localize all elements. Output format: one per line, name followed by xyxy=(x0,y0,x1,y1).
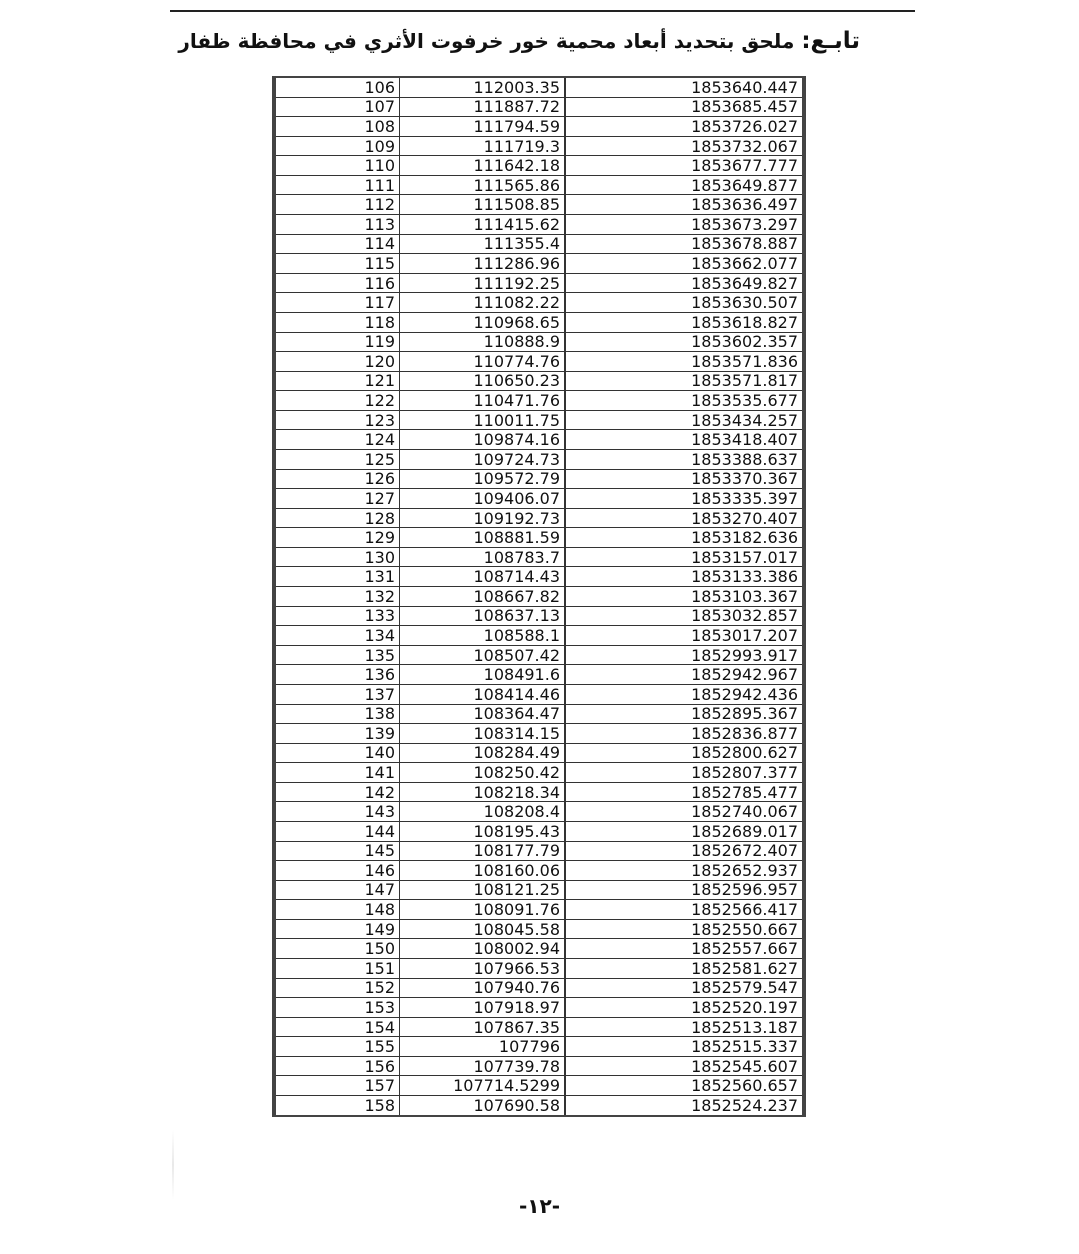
table-row xyxy=(276,508,802,528)
y-coordinate-cell: 1852524.237 xyxy=(691,1095,798,1115)
y-coordinate-cell: 1853370.367 xyxy=(565,469,802,489)
table-row xyxy=(276,97,802,117)
y-coordinate-cell: 1852557.667 xyxy=(565,939,802,959)
y-coordinate-cell: 1853678.887 xyxy=(565,234,802,254)
x-coordinate-cell: 111719.3 xyxy=(400,136,566,156)
header-rule xyxy=(170,10,915,12)
point-number-cell: 106 xyxy=(276,78,400,97)
y-coordinate-cell: 1852545.607 xyxy=(565,1056,802,1076)
point-number-cell: 122 xyxy=(276,391,400,411)
table-row xyxy=(276,1096,802,1115)
page-title xyxy=(170,28,860,54)
y-coordinate-cell: 1853618.827 xyxy=(565,312,802,332)
table-row xyxy=(276,254,802,274)
x-coordinate-cell: 108177.79 xyxy=(400,841,566,861)
table-row xyxy=(276,763,802,783)
table-row xyxy=(276,312,802,332)
table-row xyxy=(276,1017,802,1037)
point-number-cell: 123 xyxy=(276,410,400,430)
y-coordinate-cell: 1852689.017 xyxy=(565,821,802,841)
x-coordinate-cell: 109874.16 xyxy=(400,430,566,450)
x-coordinate-cell: 108195.43 xyxy=(400,821,566,841)
x-coordinate-cell: 109724.73 xyxy=(400,449,566,469)
title-lead: تابـع: xyxy=(801,28,860,54)
point-number-cell: 120 xyxy=(276,352,400,372)
y-coordinate-cell: 1853103.367 xyxy=(565,587,802,607)
point-number-cell: 108 xyxy=(276,117,400,137)
table-row xyxy=(276,900,802,920)
table-row xyxy=(276,391,802,411)
y-coordinate-cell: 1853270.407 xyxy=(565,508,802,528)
x-coordinate-cell: 108002.94 xyxy=(400,939,566,959)
y-coordinate-cell: 1853434.257 xyxy=(565,410,802,430)
y-coordinate-cell: 1853157.017 xyxy=(565,547,802,567)
x-coordinate-cell: 108414.46 xyxy=(400,684,566,704)
point-number-cell: 147 xyxy=(276,880,400,900)
y-coordinate-cell: 1852566.417 xyxy=(565,900,802,920)
y-coordinate-cell: 1852993.917 xyxy=(565,645,802,665)
point-number-cell: 121 xyxy=(276,371,400,391)
x-coordinate-cell: 110774.76 xyxy=(400,352,566,372)
table-row xyxy=(276,175,802,195)
table-row xyxy=(276,293,802,313)
table-row xyxy=(276,959,802,979)
point-number-cell: 135 xyxy=(276,645,400,665)
point-number-cell: 153 xyxy=(276,998,400,1018)
point-number-cell: 117 xyxy=(276,293,400,313)
point-number-cell: 148 xyxy=(276,900,400,920)
point-number-cell: 142 xyxy=(276,782,400,802)
x-coordinate-cell: 110968.65 xyxy=(400,312,566,332)
table-row xyxy=(276,861,802,881)
x-coordinate-cell: 108208.4 xyxy=(400,802,566,822)
y-coordinate-cell: 1853602.357 xyxy=(565,332,802,352)
table-row xyxy=(276,352,802,372)
page-number: -١٢- xyxy=(518,1194,561,1218)
y-coordinate-cell: 1853335.397 xyxy=(565,489,802,509)
x-coordinate-cell: 108160.06 xyxy=(400,861,566,881)
x-coordinate-cell: 108364.47 xyxy=(400,704,566,724)
point-number-cell: 139 xyxy=(276,724,400,744)
point-number-cell: 119 xyxy=(276,332,400,352)
table-row xyxy=(276,371,802,391)
point-number-cell: 128 xyxy=(276,508,400,528)
point-number-cell: 157 xyxy=(276,1076,400,1096)
y-coordinate-cell: 1852513.187 xyxy=(565,1017,802,1037)
y-coordinate-cell: 1853571.836 xyxy=(565,352,802,372)
point-number-cell: 143 xyxy=(276,802,400,822)
x-coordinate-cell: 108881.59 xyxy=(400,528,566,548)
y-coordinate-cell: 1852895.367 xyxy=(565,704,802,724)
table-row xyxy=(276,489,802,509)
x-coordinate-cell: 108667.82 xyxy=(400,587,566,607)
y-coordinate-cell: 1852550.667 xyxy=(565,919,802,939)
y-coordinate-cell: 1853636.497 xyxy=(565,195,802,215)
x-coordinate-cell: 107966.53 xyxy=(400,959,566,979)
table-row xyxy=(276,273,802,293)
x-coordinate-cell: 110650.23 xyxy=(400,371,566,391)
point-number-cell: 152 xyxy=(276,978,400,998)
x-coordinate-cell: 107867.35 xyxy=(400,1017,566,1037)
y-coordinate-cell: 1852740.067 xyxy=(565,802,802,822)
x-coordinate-cell: 108284.49 xyxy=(400,743,566,763)
y-coordinate-cell: 1853685.457 xyxy=(565,97,802,117)
point-number-cell: 114 xyxy=(276,234,400,254)
y-coordinate-cell: 1853571.817 xyxy=(565,371,802,391)
y-coordinate-cell: 1853032.857 xyxy=(565,606,802,626)
x-coordinate-cell: 108218.34 xyxy=(400,782,566,802)
x-coordinate-cell: 108250.42 xyxy=(400,763,566,783)
point-number-cell: 118 xyxy=(276,312,400,332)
table-row xyxy=(276,821,802,841)
x-coordinate-cell: 111565.86 xyxy=(400,175,566,195)
y-coordinate-cell: 1853640.447 xyxy=(565,78,802,97)
x-coordinate-cell: 110011.75 xyxy=(400,410,566,430)
point-number-cell: 151 xyxy=(276,959,400,979)
point-number-cell: 136 xyxy=(276,665,400,685)
x-coordinate-cell: 108588.1 xyxy=(400,626,566,646)
point-number-cell: 129 xyxy=(276,528,400,548)
y-coordinate-cell: 1852560.657 xyxy=(565,1076,802,1096)
y-coordinate-cell: 1852652.937 xyxy=(565,861,802,881)
table-row xyxy=(276,684,802,704)
x-coordinate-cell: 111415.62 xyxy=(400,215,566,235)
x-coordinate-cell: 109572.79 xyxy=(400,469,566,489)
y-coordinate-cell: 1853662.077 xyxy=(565,254,802,274)
x-coordinate-cell: 108091.76 xyxy=(400,900,566,920)
y-coordinate-cell: 1853418.407 xyxy=(565,430,802,450)
x-coordinate-cell: 111642.18 xyxy=(400,156,566,176)
y-coordinate-cell: 1852672.407 xyxy=(565,841,802,861)
table-row xyxy=(276,547,802,567)
y-coordinate-cell: 1852596.957 xyxy=(565,880,802,900)
x-coordinate-cell: 111508.85 xyxy=(400,195,566,215)
point-number-cell: 155 xyxy=(276,1037,400,1057)
point-number-cell: 107 xyxy=(276,97,400,117)
table-row xyxy=(276,724,802,744)
table-row xyxy=(276,1037,802,1057)
point-number-cell: 133 xyxy=(276,606,400,626)
point-number-cell: 132 xyxy=(276,587,400,607)
table-row xyxy=(276,78,802,97)
table-row xyxy=(276,449,802,469)
point-number-cell: 137 xyxy=(276,684,400,704)
table-row xyxy=(276,665,802,685)
x-coordinate-cell: 110888.9 xyxy=(400,332,566,352)
point-number-cell: 111 xyxy=(276,175,400,195)
table-row xyxy=(276,645,802,665)
table-row xyxy=(276,606,802,626)
table-row xyxy=(276,195,802,215)
y-coordinate-cell: 1853726.027 xyxy=(565,117,802,137)
y-coordinate-cell: 1853017.207 xyxy=(565,626,802,646)
point-number-cell: 144 xyxy=(276,821,400,841)
x-coordinate-cell: 107690.58 xyxy=(400,1096,566,1115)
x-coordinate-cell: 108637.13 xyxy=(400,606,566,626)
point-number-cell: 125 xyxy=(276,449,400,469)
y-coordinate-cell: 1853673.297 xyxy=(565,215,802,235)
x-coordinate-cell: 111082.22 xyxy=(400,293,566,313)
x-coordinate-cell: 111794.59 xyxy=(400,117,566,137)
table-row xyxy=(276,410,802,430)
x-coordinate-cell: 108491.6 xyxy=(400,665,566,685)
table-row xyxy=(276,234,802,254)
table-row xyxy=(276,978,802,998)
x-coordinate-cell: 111286.96 xyxy=(400,254,566,274)
y-coordinate-cell: 1852942.967 xyxy=(565,665,802,685)
y-coordinate-cell: 1852807.377 xyxy=(565,763,802,783)
x-coordinate-cell: 107940.76 xyxy=(400,978,566,998)
x-coordinate-cell: 108783.7 xyxy=(400,547,566,567)
x-coordinate-cell: 108121.25 xyxy=(400,880,566,900)
point-number-cell: 126 xyxy=(276,469,400,489)
x-coordinate-cell: 109406.07 xyxy=(400,489,566,509)
table-row xyxy=(276,802,802,822)
table-row xyxy=(276,998,802,1018)
table-row xyxy=(276,782,802,802)
y-coordinate-cell: 1853649.827 xyxy=(565,273,802,293)
point-number-cell: 115 xyxy=(276,254,400,274)
point-number-cell: 145 xyxy=(276,841,400,861)
x-coordinate-cell: 107796 xyxy=(400,1037,566,1057)
point-number-cell: 134 xyxy=(276,626,400,646)
table-row xyxy=(276,939,802,959)
y-coordinate-cell: 1853630.507 xyxy=(565,293,802,313)
y-coordinate-cell: 1852515.337 xyxy=(565,1037,802,1057)
table-row xyxy=(276,332,802,352)
y-coordinate-cell: 1853182.636 xyxy=(565,528,802,548)
table-row xyxy=(276,430,802,450)
y-coordinate-cell: 1853732.067 xyxy=(565,136,802,156)
table-row xyxy=(276,743,802,763)
table-row xyxy=(276,215,802,235)
table-row xyxy=(276,136,802,156)
point-number-cell: 141 xyxy=(276,763,400,783)
y-coordinate-cell: 1852785.477 xyxy=(565,782,802,802)
x-coordinate-cell: 111192.25 xyxy=(400,273,566,293)
table-row xyxy=(276,567,802,587)
y-coordinate-cell: 1852942.436 xyxy=(565,684,802,704)
x-coordinate-cell: 110471.76 xyxy=(400,391,566,411)
x-coordinate-cell: 111887.72 xyxy=(400,97,566,117)
title-text: ملحق بتحديد أبعاد محمية خور خرفوت الأثري في محافظة ظفار xyxy=(178,29,802,53)
x-coordinate-cell: 108314.15 xyxy=(400,724,566,744)
x-coordinate-cell: 108507.42 xyxy=(400,645,566,665)
point-number-cell: 146 xyxy=(276,861,400,881)
table-row xyxy=(276,587,802,607)
point-number-cell: 116 xyxy=(276,273,400,293)
y-coordinate-cell: 1853535.677 xyxy=(565,391,802,411)
table-row xyxy=(276,841,802,861)
table-row xyxy=(276,156,802,176)
y-coordinate-cell: 1852836.877 xyxy=(565,724,802,744)
point-number-cell: 150 xyxy=(276,939,400,959)
table-row xyxy=(276,528,802,548)
point-number-cell: 140 xyxy=(276,743,400,763)
point-number-cell: 131 xyxy=(276,567,400,587)
point-number-cell: 158 xyxy=(276,1096,400,1115)
x-coordinate-cell: 112003.35 xyxy=(400,78,566,97)
point-number-cell: 110 xyxy=(276,156,400,176)
point-number-cell: 156 xyxy=(276,1056,400,1076)
point-number-cell: 124 xyxy=(276,430,400,450)
x-coordinate-cell: 107918.97 xyxy=(400,998,566,1018)
table-row xyxy=(276,117,802,137)
table-row xyxy=(276,626,802,646)
scan-artifact xyxy=(172,1130,174,1200)
point-number-cell: 154 xyxy=(276,1017,400,1037)
y-coordinate-cell: 1852800.627 xyxy=(565,743,802,763)
point-number-cell: 109 xyxy=(276,136,400,156)
x-coordinate-cell: 107714.5299 xyxy=(400,1076,566,1096)
y-coordinate-cell: 1852520.197 xyxy=(565,998,802,1018)
point-number-cell: 138 xyxy=(276,704,400,724)
point-number-cell: 130 xyxy=(276,547,400,567)
y-coordinate-cell: 1852581.627 xyxy=(565,959,802,979)
y-coordinate-cell: 1853649.877 xyxy=(565,175,802,195)
point-number-cell: 112 xyxy=(276,195,400,215)
x-coordinate-cell: 108714.43 xyxy=(400,567,566,587)
point-number-cell: 127 xyxy=(276,489,400,509)
y-coordinate-cell: 1853388.637 xyxy=(565,449,802,469)
x-coordinate-cell: 111355.4 xyxy=(400,234,566,254)
point-number-cell: 113 xyxy=(276,215,400,235)
coordinates-table xyxy=(272,76,806,1117)
x-coordinate-cell: 108045.58 xyxy=(400,919,566,939)
table-row xyxy=(276,704,802,724)
table-row xyxy=(276,1056,802,1076)
y-coordinate-cell: 1853677.777 xyxy=(565,156,802,176)
point-number-cell: 149 xyxy=(276,919,400,939)
coordinates-table-body xyxy=(276,78,802,1115)
y-coordinate-cell: 1852579.547 xyxy=(565,978,802,998)
table-row xyxy=(276,1076,802,1096)
x-coordinate-cell: 109192.73 xyxy=(400,508,566,528)
y-coordinate-cell: 1853133.386 xyxy=(565,567,802,587)
table-row xyxy=(276,469,802,489)
table-row xyxy=(276,919,802,939)
table-row xyxy=(276,880,802,900)
x-coordinate-cell: 107739.78 xyxy=(400,1056,566,1076)
